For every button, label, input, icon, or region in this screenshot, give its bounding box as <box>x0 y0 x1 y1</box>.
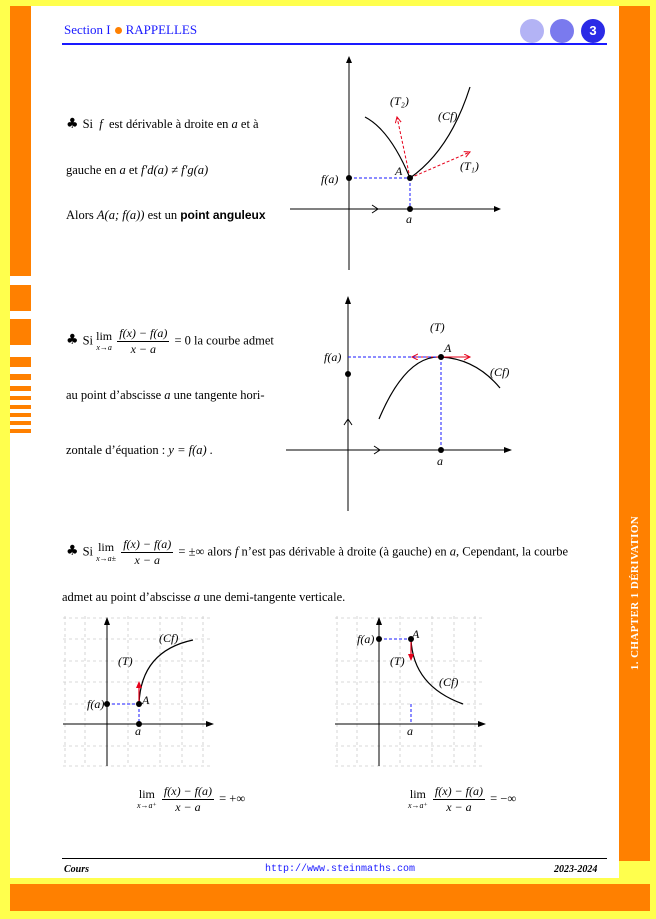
point-fa <box>345 371 351 377</box>
limit <box>96 539 117 564</box>
footer-left: Cours <box>64 864 90 875</box>
bold-term: point anguleux <box>180 208 266 222</box>
label-a: a <box>135 724 141 738</box>
fraction <box>162 784 214 815</box>
text: , Cependant, la courbe <box>456 544 569 559</box>
right-margin-band <box>619 6 650 861</box>
numerator: f(x) − f(a) <box>123 537 172 551</box>
limit <box>408 786 428 811</box>
numerator: f(x) − f(a) <box>119 326 168 340</box>
x-axis-arrow <box>206 721 214 727</box>
result: = +∞ <box>219 791 246 806</box>
left-margin-block <box>10 319 31 345</box>
left-margin-stripe <box>10 405 31 409</box>
limit <box>96 328 113 353</box>
fraction <box>121 537 173 568</box>
math-var: a <box>119 163 126 177</box>
y-axis-arrow <box>345 296 351 304</box>
page-indicator-dot <box>550 19 574 43</box>
math-var: a <box>449 544 456 559</box>
x-axis-arrow <box>494 206 501 212</box>
label-A: A <box>395 164 403 178</box>
label-Cf: (Cf) <box>439 675 459 689</box>
bottom-margin-band <box>10 884 650 911</box>
lim-sub: x→a⁺ <box>137 800 157 810</box>
block2-line1 <box>66 326 274 357</box>
y-axis-arrow <box>104 617 110 625</box>
block2-line2 <box>66 388 265 403</box>
math-var: a <box>164 388 171 402</box>
label-T: (T) <box>390 654 405 668</box>
grid <box>63 616 213 766</box>
label-a: a <box>437 454 443 468</box>
math-expr: f′d(a) ≠ f′g(a) <box>140 163 209 177</box>
left-margin-block <box>10 285 31 311</box>
text: Si <box>82 333 93 348</box>
text: gauche en <box>66 163 117 177</box>
graph-vertical-half-tangent-down <box>335 616 487 768</box>
page-number: 3 <box>581 19 605 43</box>
half-tangent-arrow <box>408 654 414 661</box>
math-var: f <box>99 117 103 131</box>
text: zontale d’équation : <box>66 443 166 457</box>
numerator: f(x) − f(a) <box>434 784 483 798</box>
club-icon: ♣ <box>66 332 79 349</box>
label-fa: f(a) <box>321 172 339 186</box>
label-A: A <box>444 341 452 355</box>
lim-sub: x→a⁺ <box>408 800 428 810</box>
lim-word: lim <box>96 328 113 343</box>
formula-right <box>408 784 516 815</box>
label-Cf: (Cf) <box>159 631 179 645</box>
label-a: a <box>406 212 412 226</box>
curve-Cf <box>379 357 500 419</box>
text: Si <box>82 117 93 131</box>
fraction <box>433 784 485 815</box>
text: et à <box>240 117 259 131</box>
section-label: Section I <box>64 22 111 37</box>
text: et <box>128 163 138 177</box>
math-expr: A(a; f(a)) <box>96 208 145 222</box>
bullet-icon <box>115 27 122 34</box>
label-fa: f(a) <box>87 697 105 711</box>
lim-word: lim <box>138 786 155 801</box>
section-title: RAPPELLES <box>125 22 198 37</box>
block2-line3 <box>66 443 213 458</box>
label-T1: (T₁) <box>460 159 479 173</box>
label-fa: f(a) <box>357 632 375 646</box>
text: une tangente hori- <box>173 388 265 402</box>
fraction <box>117 326 169 357</box>
label-a: a <box>407 724 413 738</box>
limit <box>137 786 157 811</box>
lim-word: lim <box>98 539 115 554</box>
club-icon: ♣ <box>66 543 79 560</box>
label-T: (T) <box>118 654 133 668</box>
math-var: a <box>231 117 238 131</box>
block1-line2 <box>66 163 208 178</box>
lim-word: lim <box>409 786 426 801</box>
label-fa: f(a) <box>324 350 342 364</box>
left-margin-stripe <box>10 357 31 367</box>
formula-left <box>137 784 245 815</box>
curve-Cf <box>411 639 463 704</box>
text: une demi-tangente verticale. <box>203 590 346 604</box>
point-fa <box>346 175 352 181</box>
x-axis-arrow <box>504 447 512 453</box>
text: est dérivable à droite en <box>108 117 229 131</box>
denominator: x − a <box>134 553 160 567</box>
block1-line3 <box>66 208 266 223</box>
header-title <box>64 22 197 38</box>
chapter-side-label <box>620 508 650 678</box>
chapter-label-text: 1. CHAPTER 1 DÉRIVATION <box>629 515 641 671</box>
text: Si <box>82 544 93 559</box>
left-margin-stripe <box>10 429 31 433</box>
point-A <box>407 175 413 181</box>
block3-line1 <box>66 537 568 568</box>
point-fa <box>104 701 110 707</box>
text: admet au point d’abscisse <box>62 590 191 604</box>
label-T: (T) <box>430 320 445 334</box>
text: = ±∞ alors <box>178 544 232 559</box>
point-fa <box>376 636 382 642</box>
block1-line1 <box>66 116 259 132</box>
left-margin-band <box>10 6 31 276</box>
graph-horizontal-tangent <box>286 295 516 515</box>
text: au point d’abscisse <box>66 388 162 402</box>
denominator: x − a <box>130 342 157 356</box>
label-Cf: (Cf) <box>490 365 510 379</box>
denominator: x − a <box>175 800 201 814</box>
left-margin-stripe <box>10 386 31 391</box>
math-var: a <box>193 590 201 604</box>
lim-sub: x→a± <box>96 553 117 563</box>
x-axis-arrow <box>478 721 486 727</box>
text: n’est pas dérivable à droite (à gauche) en <box>241 544 447 559</box>
y-axis-arrow <box>346 56 352 63</box>
left-margin-stripe <box>10 374 31 380</box>
y-axis-arrow <box>376 617 382 625</box>
numerator: f(x) − f(a) <box>163 784 212 798</box>
graph-vertical-half-tangent-up <box>63 616 215 768</box>
math-expr: y = f(a) . <box>168 443 213 457</box>
denominator: x − a <box>446 800 472 814</box>
left-margin-stripe <box>10 396 31 400</box>
left-margin-stripe <box>10 421 31 425</box>
label-A: A <box>412 627 420 641</box>
footer-right: 2023-2024 <box>554 864 598 875</box>
block3-line2 <box>62 590 345 605</box>
lim-sub: x→a <box>96 342 112 352</box>
text: est un <box>147 208 178 222</box>
graph-angular-point <box>310 55 510 275</box>
math-var: f <box>234 544 239 559</box>
label-T2: (T₂) <box>390 94 409 108</box>
point-a <box>438 447 444 453</box>
footer-link[interactable]: http://www.steinmaths.com <box>265 864 416 875</box>
result: = −∞ <box>490 791 517 806</box>
header-rule <box>62 43 607 45</box>
text: Alors <box>66 208 94 222</box>
page-indicator-dot <box>520 19 544 43</box>
label-Cf: (Cf) <box>438 109 458 123</box>
label-A: A <box>142 693 150 707</box>
footer-rule <box>62 858 607 859</box>
left-margin-stripe <box>10 413 31 417</box>
text: = 0 la courbe admet <box>174 333 274 348</box>
club-icon: ♣ <box>66 116 79 132</box>
